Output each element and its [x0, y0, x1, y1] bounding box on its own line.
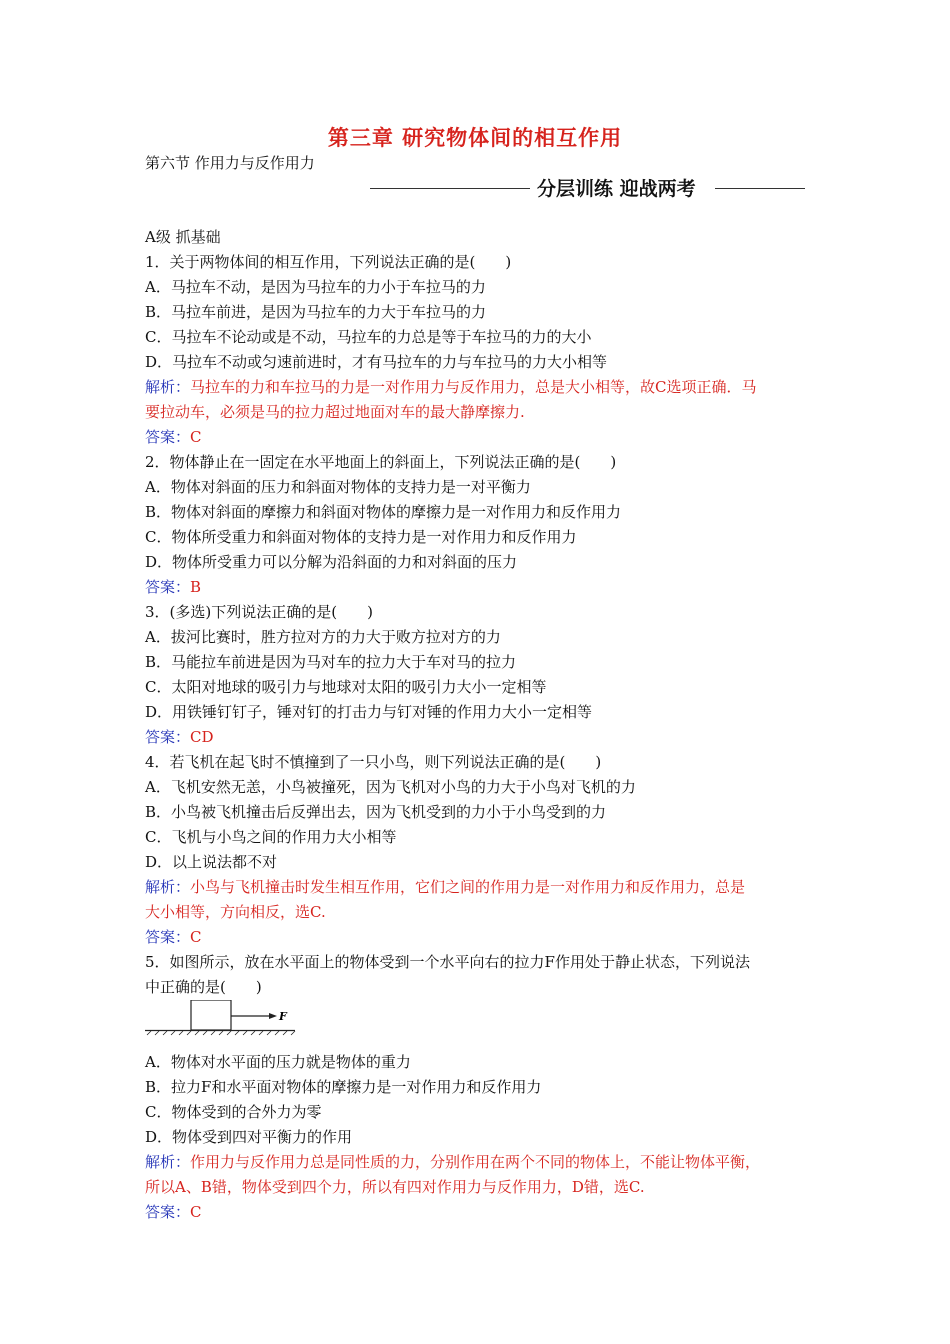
question-5-stem: 5．如图所示，放在水平面上的物体受到一个水平向右的拉力F作用处于静止状态，下列说法: [145, 953, 750, 971]
question-1-option-c: C．马拉车不论动或是不动，马拉车的力总是等于车拉马的力的大小: [145, 328, 592, 346]
analysis-text: 马拉车的力和车拉马的力是一对作用力与反作用力，总是大小相等，故C选项正确．马: [190, 378, 757, 396]
ground-hatching: [147, 1031, 295, 1035]
question-1-analysis: [145, 375, 815, 400]
question-3-option-d: D．用铁锤钉钉子，锤对钉的打击力与钉对锤的作用力大小一定相等: [145, 703, 593, 721]
question-3-option-b: B．马能拉车前进是因为马对车的拉力大于车对马的拉力: [145, 653, 517, 671]
answer-value: B: [190, 578, 202, 596]
answer-label: 答案：: [145, 728, 191, 746]
question-4-analysis-cont: 大小相等，方向相反，选C.: [145, 903, 326, 921]
force-diagram: [145, 1000, 815, 1050]
question-2-answer: [145, 575, 815, 600]
question-3-option-a: A．拔河比赛时，胜方拉对方的力大于败方拉对方的力: [145, 628, 501, 646]
question-4-option-a: A．飞机安然无恙，小鸟被撞死，因为飞机对小鸟的力大于小鸟对飞机的力: [145, 778, 636, 796]
question-2-stem: 2．物体静止在一固定在水平地面上的斜面上，下列说法正确的是( ): [145, 453, 617, 471]
analysis-text: 小鸟与飞机撞击时发生相互作用，它们之间的作用力是一对作用力和反作用力，总是: [190, 878, 746, 896]
banner-line-right: [715, 188, 805, 189]
answer-label: 答案：: [145, 928, 191, 946]
question-3-stem: 3．(多选)下列说法正确的是( ): [145, 603, 373, 621]
question-4-analysis: [145, 875, 815, 900]
question-1-stem: 1．关于两物体间的相互作用，下列说法正确的是( ): [145, 253, 512, 271]
analysis-label: 解析：: [145, 878, 191, 896]
question-5-analysis-cont: 所以A、B错，物体受到四个力，所以有四对作用力与反作用力，D错，选C.: [145, 1178, 645, 1196]
force-arrow-head: [269, 1013, 277, 1019]
question-5-option-b: B．拉力F和水平面对物体的摩擦力是一对作用力和反作用力: [145, 1078, 542, 1096]
answer-label: 答案：: [145, 578, 191, 596]
question-5-analysis: [145, 1150, 815, 1175]
section-title: 第六节 作用力与反作用力: [145, 154, 315, 172]
answer-value: C: [190, 428, 202, 446]
analysis-label: 解析：: [145, 378, 191, 396]
question-2-option-c: C．物体所受重力和斜面对物体的支持力是一对作用力和反作用力: [145, 528, 577, 546]
question-1-option-b: B．马拉车前进，是因为马拉车的力大于车拉马的力: [145, 303, 487, 321]
question-5-stem-cont: 中正确的是( ): [145, 978, 262, 996]
answer-value: C: [190, 928, 202, 946]
force-label: F: [279, 1010, 287, 1023]
question-4-option-d: D．以上说法都不对: [145, 853, 278, 871]
banner-text: 分层训练 迎战两考: [537, 178, 696, 200]
question-3-answer: [145, 725, 815, 750]
question-1-answer: [145, 425, 815, 450]
question-2-option-b: B．物体对斜面的摩擦力和斜面对物体的摩擦力是一对作用力和反作用力: [145, 503, 622, 521]
banner: [145, 174, 805, 202]
question-4-option-b: B．小鸟被飞机撞击后反弹出去，因为飞机受到的力小于小鸟受到的力: [145, 803, 607, 821]
analysis-label: 解析：: [145, 1153, 191, 1171]
question-5-option-d: D．物体受到四对平衡力的作用: [145, 1128, 353, 1146]
question-5-answer: [145, 1200, 815, 1225]
question-1-analysis-cont: 要拉动车，必须是马的拉力超过地面对车的最大静摩擦力.: [145, 403, 525, 421]
level-heading: A级 抓基础: [145, 228, 221, 246]
question-1-option-d: D．马拉车不动或匀速前进时，才有马拉车的力与车拉马的力大小相等: [145, 353, 608, 371]
question-2-option-a: A．物体对斜面的压力和斜面对物体的支持力是一对平衡力: [145, 478, 531, 496]
question-2-option-d: D．物体所受重力可以分解为沿斜面的力和对斜面的压力: [145, 553, 518, 571]
answer-label: 答案：: [145, 428, 191, 446]
force-diagram-svg: [145, 1000, 305, 1050]
answer-value: C: [190, 1203, 202, 1221]
block-shape: [191, 1000, 231, 1030]
question-5-option-c: C．物体受到的合外力为零: [145, 1103, 322, 1121]
question-5-option-a: A．物体对水平面的压力就是物体的重力: [145, 1053, 411, 1071]
question-4-stem: 4．若飞机在起飞时不慎撞到了一只小鸟，则下列说法正确的是( ): [145, 753, 602, 771]
banner-line-left: [370, 188, 530, 189]
answer-label: 答案：: [145, 1203, 191, 1221]
question-1-option-a: A．马拉车不动，是因为马拉车的力小于车拉马的力: [145, 278, 486, 296]
question-4-option-c: C．飞机与小鸟之间的作用力大小相等: [145, 828, 397, 846]
chapter-title: 第三章 研究物体间的相互作用: [327, 126, 623, 150]
question-4-answer: [145, 925, 815, 950]
question-3-option-c: C．太阳对地球的吸引力与地球对太阳的吸引力大小一定相等: [145, 678, 547, 696]
answer-value: CD: [190, 728, 214, 746]
question-list: [145, 225, 815, 1225]
analysis-text: 作用力与反作用力总是同性质的力，分别作用在两个不同的物体上，不能让物体平衡，: [190, 1153, 761, 1171]
